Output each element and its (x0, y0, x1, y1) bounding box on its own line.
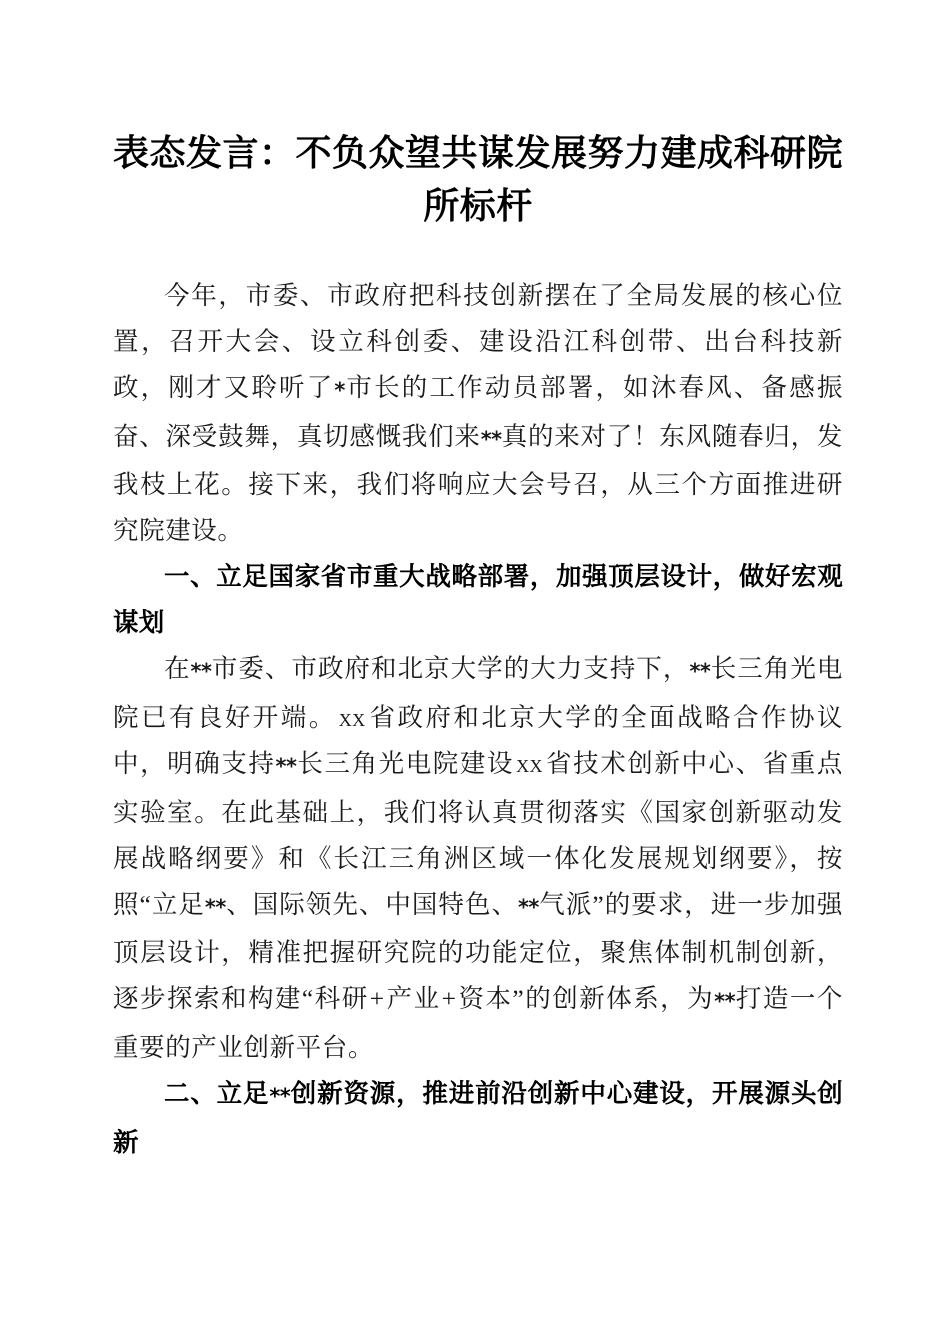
placeholder-province: xx (516, 749, 544, 779)
plus-sign: + (441, 984, 457, 1014)
plus-sign: + (369, 984, 385, 1014)
redaction-marker: ** (204, 895, 226, 920)
redaction-marker: ** (190, 660, 212, 685)
redaction-marker: * (334, 378, 345, 403)
redaction-marker: ** (689, 660, 711, 685)
redaction-marker: ** (518, 895, 539, 920)
paragraph-intro: 今年，市委、市政府把科技创新摆在了全局发展的核心位置，召开大会、设立科创委、建设沿江科创带、出台科技新政，刚才又聆听了*市长的工作动员部署，如沐春风、备感振奋、深受鼓舞，真切感慨我们来**真的来对了！东风随春归，发我枝上花。接下来，我们将响应大会号召，从三个方面推进研究院建设。 (113, 281, 843, 546)
redaction-marker: ** (269, 1084, 291, 1109)
placeholder-province: xx (338, 703, 366, 733)
redaction-marker: ** (480, 427, 502, 452)
document-content (113, 0, 843, 1166)
paragraph-section-one-body: 在**市委、市政府和北京大学的大力支持下，**长三角光电院已有良好开端。xx省政府和北京大学的全面战略合作协议中，明确支持**长三角光电院建设xx省技术创新中心、省重点实验室。在此基础上，我们将认真贯彻落实《国家创新驱动发展战略纲要》和《长江三角洲区域一体化发展规划纲要》，按照“立足**、国际领先、中国特色、**气派”的要求，进一步加强顶层设计，精准把握研究院的功能定位，聚焦体制机制创新，逐步探索和构建“科研+产业+资本”的创新体系，为**打造一个重要的产业创新平台。 (113, 654, 844, 1063)
section-heading-one: 一、立足国家省市重大战略部署，加强顶层设计，做好宏观谋划 (113, 563, 843, 638)
redaction-marker: ** (714, 990, 736, 1015)
page-title: 表态发言：不负众望共谋发展努力建成科研院所标杆 (113, 133, 844, 226)
section-heading-two: 二、立足**创新资源，推进前沿创新中心建设，开展源头创新 (113, 1080, 844, 1157)
redaction-marker: ** (275, 754, 297, 779)
